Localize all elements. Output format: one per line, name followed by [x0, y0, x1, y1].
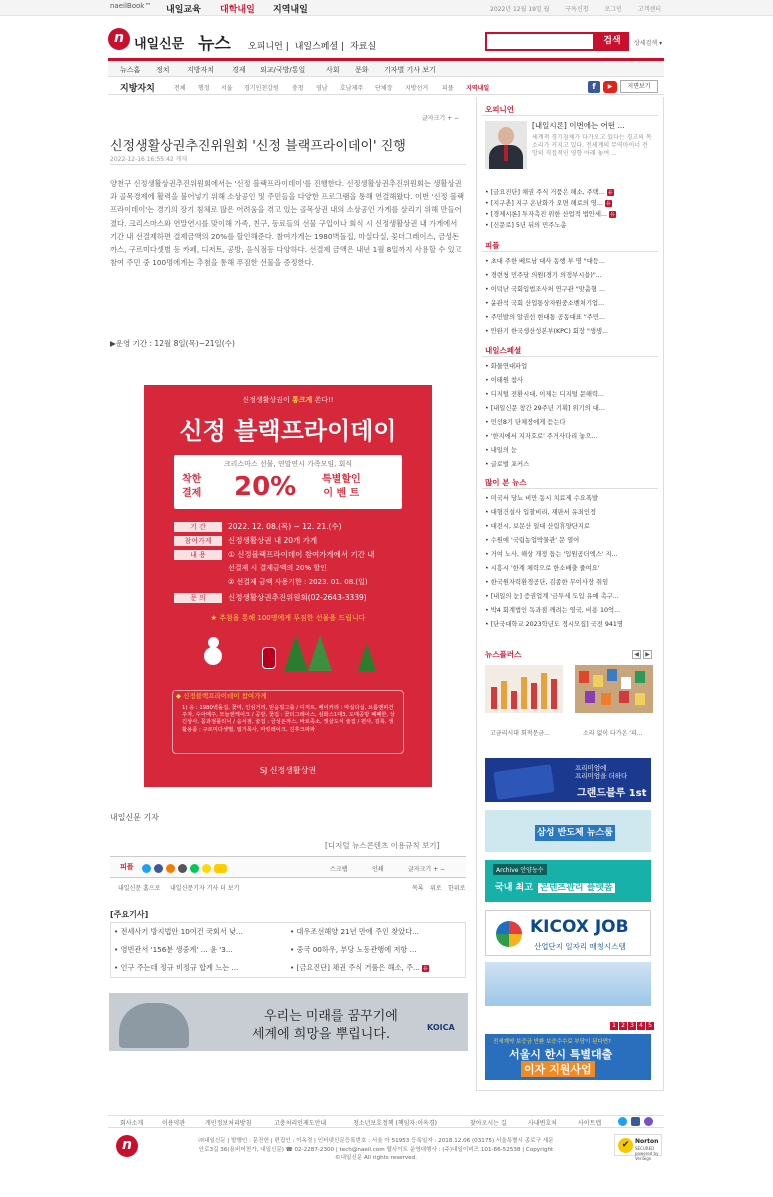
related-article[interactable]: • 인구 주는데 정규 비정규 합계 느는 ...: [114, 963, 239, 972]
norton-sub: SECURED powered by VeriSign: [635, 1146, 659, 1161]
special-item[interactable]: • 민선8기 단체장에게 듣는다: [485, 419, 566, 426]
sub-nav-region[interactable]: 지역내일: [466, 85, 490, 92]
share-label: 피플: [120, 863, 134, 871]
up-button[interactable]: 위로: [430, 885, 442, 892]
special-item[interactable]: • 내일의 눈: [485, 447, 518, 454]
article-nav-row: [110, 883, 466, 895]
opinion-link[interactable]: 오피니언: [248, 42, 283, 52]
people-item[interactable]: • 윤관석 국회 산업통상자원중소벤처기업...: [485, 300, 605, 307]
card-ad-banner[interactable]: [485, 758, 651, 802]
footer-link-sitemap[interactable]: 사이트맵: [578, 1120, 602, 1127]
snowman-icon: [204, 647, 222, 665]
archive-link[interactable]: 자료실: [350, 42, 377, 52]
font-size-control[interactable]: 글자크기 + −: [422, 115, 460, 122]
check-icon: ✔: [618, 1138, 633, 1153]
article-body: 양천구 신정생활상권추진위원회에서는 '신정 블랙프라이데이'를 진행한다. 신정생활상권추진위원회는 생활상권과 골목경제에 활력을 불어넣기 위해 소상공인 및 주민들을 다양한 프로그램을 통해 연결해왔다. 이번 '신정 블랙프라이데이'는 경기의 장기 침체로 많은 어려움을 겪고 있는 골목상권 내의 소상공인 가게를 살리기 위해 만들어졌다. 크리스마스와 연말연시를 맞이해 가족, 친구, 동료들의 선물 구입이나 회식 시 신정생활상권 내 가게에서 기간 내 선결제하면 결제금액의 20%를 할인해준다. 참여가게는 1980벽돌집, 마실다실, 꽃더그레이스, 금성돈까스, 구르미다셋별 등 카페, 디저트, 공방, 음식점등 다양하다. 선결제 금액은 내년 1월 8일까지 사용할 수 있고 참여 주민 중 100명에게는 추첨을 통해 푸짐한 선물을 증정한다.: [110, 179, 464, 268]
special-item[interactable]: • '한지에서 지자호로' 주거사다리 놓으...: [485, 433, 598, 440]
most-viewed-item[interactable]: • 미국서 당뇨 비만 동시 치료제 수요폭발: [485, 495, 599, 502]
print-button[interactable]: 인쇄: [372, 866, 384, 873]
ad6-sub: 이자 지원사업: [521, 1061, 595, 1077]
subscribe-link[interactable]: 구독신청: [565, 6, 589, 13]
facebook-icon[interactable]: [631, 1117, 640, 1126]
footer-link-youth[interactable]: 청소년보호정책 (책임자:이옥경): [353, 1120, 437, 1127]
news-plus-title[interactable]: 뉴스플러스: [485, 650, 522, 659]
opinion-headline[interactable]: [내일시론] 이번에는 어떤 ...: [532, 121, 625, 130]
most-viewed-item[interactable]: • [내일의 눈] 증권업계 '금투세 도입 유예 촉구...: [485, 593, 619, 600]
koica-logo: KOICA: [427, 1023, 455, 1032]
sub-nav-all[interactable]: 전체: [174, 85, 186, 92]
home-link[interactable]: 내일신문 홈으로: [118, 885, 161, 892]
section-divider: [482, 356, 658, 357]
christmas-tree-icon: [308, 635, 332, 671]
footer-link-directions[interactable]: 찾아오시는 길: [470, 1120, 507, 1127]
link-icon[interactable]: [178, 864, 187, 873]
sub-nav-yeongnam[interactable]: 영남: [316, 85, 328, 92]
footer-link-about[interactable]: 회사소개: [120, 1120, 144, 1127]
most-viewed-item[interactable]: • 수원에 '국립농업박물관' 문 열어: [485, 537, 580, 544]
nav-economy[interactable]: 경제: [232, 66, 246, 74]
poster-row-inquiry: 문 의 신정생활상권추진위원회(02-2643-3339): [174, 592, 367, 603]
archive-ad-banner[interactable]: [485, 860, 651, 902]
facebook-icon[interactable]: [154, 864, 163, 873]
news-plus-thumbnail-photo[interactable]: [575, 665, 653, 713]
ad-pager-3[interactable]: 3: [628, 1022, 636, 1030]
header-links: 오피니언 | 내일스페셜 | 자료실: [248, 42, 377, 52]
columnist-photo[interactable]: [485, 121, 527, 169]
ad1-title: 그랜드블루 1st: [577, 788, 647, 799]
nav-culture[interactable]: 문화: [355, 66, 369, 74]
sub-nav-admin[interactable]: 행정: [198, 85, 210, 92]
poster-discount-percent: 20%: [234, 472, 297, 502]
event-period: ▶운영 기간 : 12월 8일(목)~21일(수): [110, 339, 235, 348]
opinion-item[interactable]: • [경제시론] 투자촉진 위한 산업적 법안세... 유: [485, 211, 615, 218]
share-toolbar: [110, 856, 466, 878]
top-utility-bar: [0, 0, 773, 16]
main-nav: [108, 61, 664, 77]
section-divider: [482, 251, 658, 252]
poster-gift-note: ★ 추첨을 통해 100명에게 푸짐한 선물을 드립니다: [210, 614, 366, 622]
ad6-note: 전세계약 보증금 반환 보증수수료 부담이 된다면?: [493, 1039, 611, 1045]
most-viewed-item[interactable]: • 대전시, 보문산 일대 산림휴양단지로: [485, 523, 590, 530]
article-title: 신정생활상권추진위원회 '신정 블랙프라이데이' 진행: [110, 139, 406, 154]
related-article[interactable]: • 중국 00하우, 부당 노동관행에 저항 …: [290, 945, 417, 954]
sub-nav-gyeonggi[interactable]: 경기인천강원: [244, 85, 279, 92]
special-item[interactable]: • [내일신문 창간 29주년 기획] 위기의 대...: [485, 405, 605, 412]
people-item[interactable]: • 초대 주한 베트남 대사 동행 부 명 "대등...: [485, 258, 605, 265]
ad4-title: KICOX JOB: [530, 917, 629, 937]
reporter-name: 내일신문 기자: [110, 813, 159, 822]
nav-reporter-articles[interactable]: 기자별 기사 보기: [384, 66, 436, 74]
section-divider: [482, 115, 658, 116]
poster-discount-right: 특별할인 이 벤 트: [322, 474, 361, 499]
special-section-title[interactable]: 내일스페셜: [485, 346, 522, 355]
kakao-story-icon[interactable]: [202, 864, 211, 873]
poster-content-line3: ② 선결제 금액 사용기한 : 2023. 01. 08.(일): [228, 578, 368, 586]
footer-company-info: ㈜내일신문 | 발행인 : 문진헌 | 편집인 : 이옥경 | 인터넷신문등록번호 : 서울 아 51953 등록일자 : 2018.12.06 (03175) 서울특별시 종로구 새문안로3길 36(용비어천가, 내일신문) ☎ 02-2287-2300 | tech@naeil.com 웹사이트 운영대행사 : (주)내일이비즈 101-86-52538 | Copyright ©내일신문 All rights reserved.: [198, 1138, 554, 1161]
band-icon[interactable]: [166, 864, 175, 873]
youtube-icon[interactable]: ▶: [603, 81, 617, 93]
ad-pager-1[interactable]: 1: [610, 1022, 618, 1030]
norton-label: Norton: [635, 1138, 659, 1145]
opinion-item[interactable]: • [지구촌] 지구 온난화가 오면 해로의 영... 유: [485, 200, 611, 207]
poster-stores-title: ◆ 신정블랙프라이데이 참여가게: [176, 692, 267, 700]
ad4-sub: 산업단지 일자리 매칭시스템: [534, 942, 626, 951]
credit-card-image: [493, 764, 554, 800]
footer-links: [108, 1115, 664, 1128]
sub-nav-election[interactable]: 지방선거: [405, 85, 429, 92]
special-item[interactable]: • 이태원 참사: [485, 377, 524, 384]
detail-search-link[interactable]: 상세검색 ▾: [634, 40, 663, 47]
sub-nav-heads[interactable]: 단체장: [375, 85, 393, 92]
footer-link-privacy[interactable]: 개인정보처리방침: [205, 1120, 252, 1127]
more-articles-link[interactable]: 내일신문기자 기사 더 보기: [170, 885, 240, 892]
site-link-univ-naeil[interactable]: 대학내일: [220, 5, 255, 15]
nav-news-home[interactable]: 뉴스홈: [120, 66, 141, 74]
christmas-tree-icon: [358, 643, 376, 671]
related-article[interactable]: • 대우조선해양 21년 만에 주인 찾았다...: [290, 927, 419, 936]
most-viewed-item[interactable]: • 한국원자력환경공단, 김종한 무이사장 취임: [485, 579, 609, 586]
ad6-title: 서울시 한시 특별대출: [509, 1048, 613, 1061]
news-plus-thumbnail-chart[interactable]: [485, 665, 563, 713]
christmas-tree-icon: [284, 635, 308, 671]
paper-view-button[interactable]: 지면보기: [620, 80, 658, 93]
koica-banner[interactable]: [109, 993, 468, 1051]
twitter-icon[interactable]: [618, 1117, 627, 1126]
section-divider: [482, 488, 658, 489]
poster-discount-box: [174, 455, 402, 509]
nav-society[interactable]: 사회: [326, 66, 340, 74]
next-arrow-icon[interactable]: ▶: [643, 650, 652, 659]
opinion-item[interactable]: • [신문로] 5년 뒤의 민주노총: [485, 222, 567, 229]
most-viewed-title[interactable]: 많이 본 뉴스: [485, 478, 527, 487]
sub-nav-title: 지방자치: [120, 84, 155, 94]
thumbnail-caption[interactable]: 고금리시대 회적문금...: [490, 730, 550, 737]
thumbnail-caption[interactable]: 소리 없이 다가온 '피...: [583, 730, 643, 737]
customer-center-link[interactable]: 고객센터: [637, 6, 661, 13]
topbar-right: [476, 4, 661, 13]
most-viewed-item[interactable]: • 박4 회계법인 독과점 깨려는 영국, 비용 10억...: [485, 607, 621, 614]
scrap-button[interactable]: 스크랩: [330, 866, 348, 873]
ad-pager-5[interactable]: 5: [646, 1022, 654, 1030]
footer-link-grievance[interactable]: 고충처리인제도안내: [274, 1120, 327, 1127]
opinion-item[interactable]: • [금요진단] 채권 주식 거품은 해소, 주택... 유: [485, 189, 613, 196]
ad2-title: 삼성 반도체 뉴스룸: [535, 825, 615, 841]
naeil-logo-icon[interactable]: n: [108, 28, 130, 50]
footer-link-terms[interactable]: 이용약관: [162, 1120, 186, 1127]
banner-line1: 우리는 미래를 꿈꾸기에: [264, 1009, 398, 1024]
people-item[interactable]: • 안완기 한국생산성본부(KPC) 회장 "생생...: [485, 328, 609, 335]
event-poster: [144, 385, 432, 787]
special-item[interactable]: • 디지털 전환시대, 이제는 디지털 문해력...: [485, 391, 605, 398]
most-viewed-item[interactable]: • 대형건설사 입찰비리, 재판서 유죄인정: [485, 509, 597, 516]
special-item[interactable]: • 글로벌 포커스: [485, 461, 530, 468]
seoul-loan-ad-banner[interactable]: [485, 1034, 651, 1080]
ad3-tag: Archive 안양농수: [493, 864, 547, 875]
poster-discount-left: 착한 결제: [182, 474, 202, 499]
current-date: 2022년 12월 19일 월: [490, 6, 550, 13]
font-size-control-bottom[interactable]: 글자크기 + −: [408, 866, 446, 873]
people-item[interactable]: • 경련청 민주당 의원(경기 의정부시을)"...: [485, 272, 602, 279]
santa-icon: [262, 647, 276, 669]
people-section-title[interactable]: 피플: [485, 241, 500, 250]
facebook-icon[interactable]: f: [588, 81, 600, 93]
list-button[interactable]: 목록: [412, 885, 424, 892]
norton-badge[interactable]: [614, 1134, 662, 1161]
runner-image: [119, 1003, 189, 1048]
related-articles-title: [주요기사]: [110, 910, 149, 919]
related-article[interactable]: • 전세사기 방지법안 10여건 국회서 낮...: [114, 927, 243, 936]
people-item[interactable]: • 주민발의 알권선 현대통 공동대표 "주민...: [485, 314, 605, 321]
kicox-logo-icon: [496, 921, 522, 947]
ad1-copy: 프리미엄에 프리미엄을 더하다: [575, 764, 628, 780]
search-input[interactable]: [485, 32, 595, 51]
prev-arrow-icon[interactable]: ◀: [632, 650, 641, 659]
podcast-icon[interactable]: [644, 1117, 653, 1126]
search-button[interactable]: 검색: [595, 32, 629, 51]
naver-icon[interactable]: [190, 864, 199, 873]
opinion-summary: 세계적 경기침체가 다가오고 있다는 경고의 목소리가 커지고 있다. 전세계의 무역마이너 전망의 직접적인 영향 아래 놓여 ...: [532, 134, 652, 157]
poster-discount-sub: 크리스마스 선물, 연말연시 가족모임, 회식: [223, 460, 353, 468]
samsung-ad-banner[interactable]: [485, 810, 651, 852]
related-article[interactable]: • 영빈관서 '156분 생중계' … 윤 '3...: [114, 945, 233, 954]
article-date: 2022-12-16 16:55:42 게재: [110, 156, 188, 163]
most-viewed-item[interactable]: • [단국대학교 2023학년도 정시모집] 국전 941명: [485, 621, 623, 628]
poster-tagline: 신정생활상권이 통크게 쏜다!!: [242, 396, 334, 404]
footer-logo-icon: n: [116, 1135, 138, 1157]
most-viewed-item[interactable]: • 시흥시 '한계 체력으로 한소배출 줄여요': [485, 565, 600, 572]
footer-link-lawyer[interactable]: 사내변호처: [528, 1120, 557, 1127]
special-link[interactable]: 내일스페셜: [294, 42, 339, 52]
poster-headline: 신정 블랙프라이데이: [179, 417, 397, 445]
sub-nav-seoul[interactable]: 서울: [221, 85, 233, 92]
login-link[interactable]: 로그인: [604, 6, 622, 13]
poster-row-period: 기 간 2022. 12. 08.(목) ~ 12. 21.(수): [174, 521, 342, 532]
nav-diplomacy[interactable]: 외교/국방/통일: [260, 66, 306, 74]
sub-nav: [108, 78, 664, 95]
ad-pager-4[interactable]: 4: [637, 1022, 645, 1030]
nav-local-gov[interactable]: 지방자치: [187, 66, 215, 74]
poster-content-line2: 선결제 시 결제금액의 20% 할인: [228, 564, 327, 572]
special-item[interactable]: • 화물연대파업: [485, 363, 528, 370]
section-title[interactable]: 뉴스: [198, 34, 231, 54]
opinion-section-title[interactable]: 오피니언: [485, 105, 514, 114]
people-item[interactable]: • 이덕난 국회입법조사처 연구관 "맞춤형 ...: [485, 286, 605, 293]
terms-link[interactable]: [디지털 뉴스콘텐츠 이용규칙 보기]: [325, 841, 440, 850]
poster-row-stores: 참여가게 신정생활상권 내 20개 가게: [174, 535, 317, 546]
sub-nav-honam[interactable]: 호남제주: [340, 85, 364, 92]
sub-nav-chungcheong[interactable]: 충청: [292, 85, 304, 92]
site-link-naeilbook[interactable]: naeilBook™: [110, 2, 152, 10]
sub-nav-people[interactable]: 피플: [442, 85, 454, 92]
ad-pager-2[interactable]: 2: [619, 1022, 627, 1030]
site-link-naeil-edu[interactable]: 내일교육: [166, 5, 201, 15]
top-button[interactable]: 한위로: [448, 885, 466, 892]
twitter-icon[interactable]: [142, 864, 151, 873]
site-header: [108, 26, 664, 58]
kakao-talk-icon[interactable]: [214, 864, 227, 873]
logo-text[interactable]: 내일신문: [134, 37, 185, 52]
banner-line2: 세계에 희망을 뿌립니다.: [252, 1027, 390, 1042]
title-divider: [110, 164, 466, 165]
site-link-region-naeil[interactable]: 지역내일: [273, 5, 308, 15]
kicox-ad-banner[interactable]: [485, 910, 651, 956]
poster-stores-list: 1) 옹 : 1980벽돌집, 꽃마, 인심거리, 믿음빌그룹 / 디저트, 베이커리 : 마실다실, 브롬앤피건주자, 수아메주, 모놀엔케이크 / 공방, 꽃집 : 꽃더그레이스, 심화스1대3, 도매공방 페페한, 상긴상사, 꼼과점플리닉 / 음식점, 술집 : 금성돈까스, 바로족소, 캣살도식 술집 / 편사, 김록, 생활용품 : 구르미다셋별, 밀기목사, 마킹레이크, 진후크파파: [182, 705, 395, 733]
related-article[interactable]: • [금요진단] 채권 주식 거품은 해소, 주... 유: [290, 963, 428, 972]
poster-brand: SJ 신정생활상권: [259, 766, 317, 775]
sky-ad-banner[interactable]: [485, 962, 651, 1006]
poster-row-content: 내 용 ① 신정블랙프라이데이 참여가게에서 기간 내: [174, 549, 375, 560]
most-viewed-item[interactable]: • 거여 노사, 해상 개정 돕는 '입원공더엑스' 지...: [485, 551, 618, 558]
ad3-title: 국내 최고 콘텐츠관리 플랫폼: [495, 883, 613, 893]
nav-politics[interactable]: 정치: [156, 66, 170, 74]
